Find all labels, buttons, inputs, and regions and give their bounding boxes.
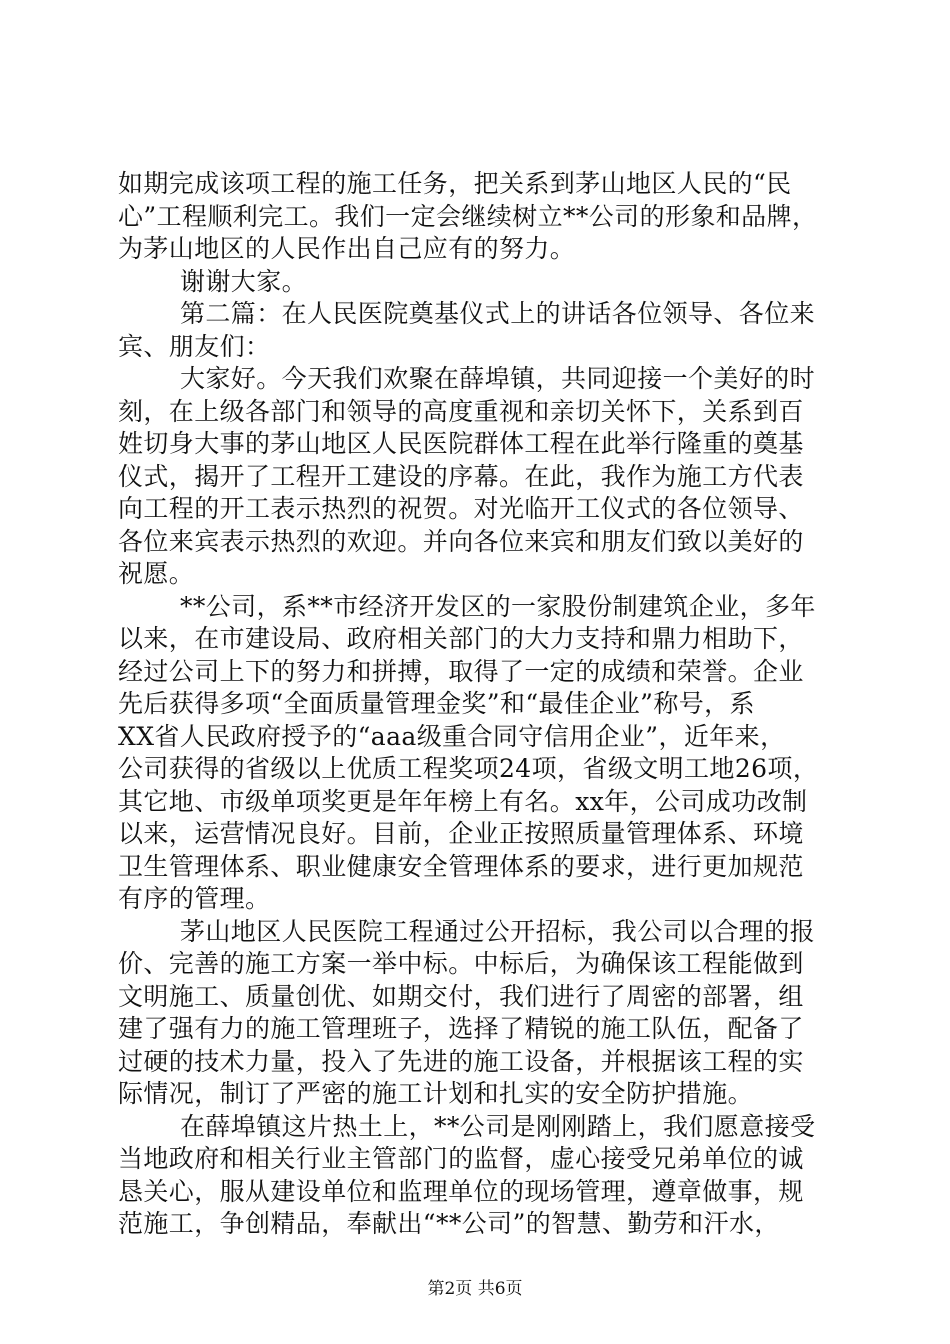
text-line: 向工程的开工表示热烈的祝贺。对光临开工仪式的各位领导、 xyxy=(118,494,804,523)
document-body xyxy=(118,168,838,1241)
page-footer: 第2页 共6页 xyxy=(427,1279,523,1299)
text-line: 各位来宾表示热烈的欢迎。并向各位来宾和朋友们致以美好的 xyxy=(118,526,804,556)
text-line: **公司，系**市经济开发区的一家股份制建筑企业，多年 xyxy=(180,591,816,621)
text-line: 以来，运营情况良好。目前，企业正按照质量管理体系、环境 xyxy=(118,819,804,848)
text-line: 范施工，争创精品，奉献出“**公司”的智慧、勤劳和汗水， xyxy=(118,1209,780,1238)
text-line: 大家好。今天我们欢聚在薛埠镇，共同迎接一个美好的时 xyxy=(180,364,816,393)
text-line: 当地政府和相关行业主管部门的监督，虚心接受兄弟单位的诚 xyxy=(118,1144,804,1173)
text-line: 仪式，揭开了工程开工建设的序幕。在此，我作为施工方代表 xyxy=(118,461,804,491)
text-line: 如期完成该项工程的施工任务，把关系到茅山地区人民的“民 xyxy=(118,169,792,198)
text-line: 公司获得的省级以上优质工程奖项24项，省级文明工地26项， xyxy=(118,754,819,783)
text-line: 第二篇：在人民医院奠基仪式上的讲话各位领导、各位来 xyxy=(180,299,816,328)
text-line: 恳关心，服从建设单位和监理单位的现场管理，遵章做事，规 xyxy=(118,1176,804,1206)
text-line: 建了强有力的施工管理班子，选择了精锐的施工队伍，配备了 xyxy=(118,1014,804,1043)
text-line: 宾、朋友们： xyxy=(118,331,271,361)
text-line: 以来，在市建设局、政府相关部门的大力支持和鼎力相助下， xyxy=(118,624,804,653)
text-line: 谢谢大家。 xyxy=(180,266,308,296)
text-line: 卫生管理体系、职业健康安全管理体系的要求，进行更加规范 xyxy=(118,851,804,881)
text-line: 在薛埠镇这片热土上，**公司是刚刚踏上，我们愿意接受 xyxy=(180,1111,816,1141)
text-line: 姓切身大事的茅山地区人民医院群体工程在此举行隆重的奠基 xyxy=(118,429,804,458)
text-line: 刻，在上级各部门和领导的高度重视和亲切关怀下，关系到百 xyxy=(118,396,804,426)
text-line: 过硬的技术力量，投入了先进的施工设备，并根据该工程的实 xyxy=(118,1046,804,1076)
text-line: 际情况，制订了严密的施工计划和扎实的安全防护措施。 xyxy=(118,1079,754,1108)
text-line: 文明施工、质量创优、如期交付，我们进行了周密的部署，组 xyxy=(118,981,804,1011)
text-line: 为茅山地区的人民作出自己应有的努力。 xyxy=(118,234,576,263)
text-line: 祝愿。 xyxy=(118,559,195,588)
text-line: 先后获得多项“全面质量管理金奖”和“最佳企业”称号，系 xyxy=(118,689,755,718)
text-line: 价、完善的施工方案一举中标。中标后，为确保该工程能做到 xyxy=(118,949,804,978)
text-line: 心”工程顺利完工。我们一定会继续树立**公司的形象和品牌， xyxy=(118,201,818,231)
text-line: 有序的管理。 xyxy=(118,884,271,913)
text-line: 茅山地区人民医院工程通过公开招标，我公司以合理的报 xyxy=(180,916,816,946)
text-line: XX省人民政府授予的“aaa级重合同守信用企业”，近年来， xyxy=(118,721,786,751)
text-line: 经过公司上下的努力和拼搏，取得了一定的成绩和荣誉。企业 xyxy=(118,656,804,686)
text-line: 其它地、市级单项奖更是年年榜上有名。xx年，公司成功改制 xyxy=(118,786,808,816)
